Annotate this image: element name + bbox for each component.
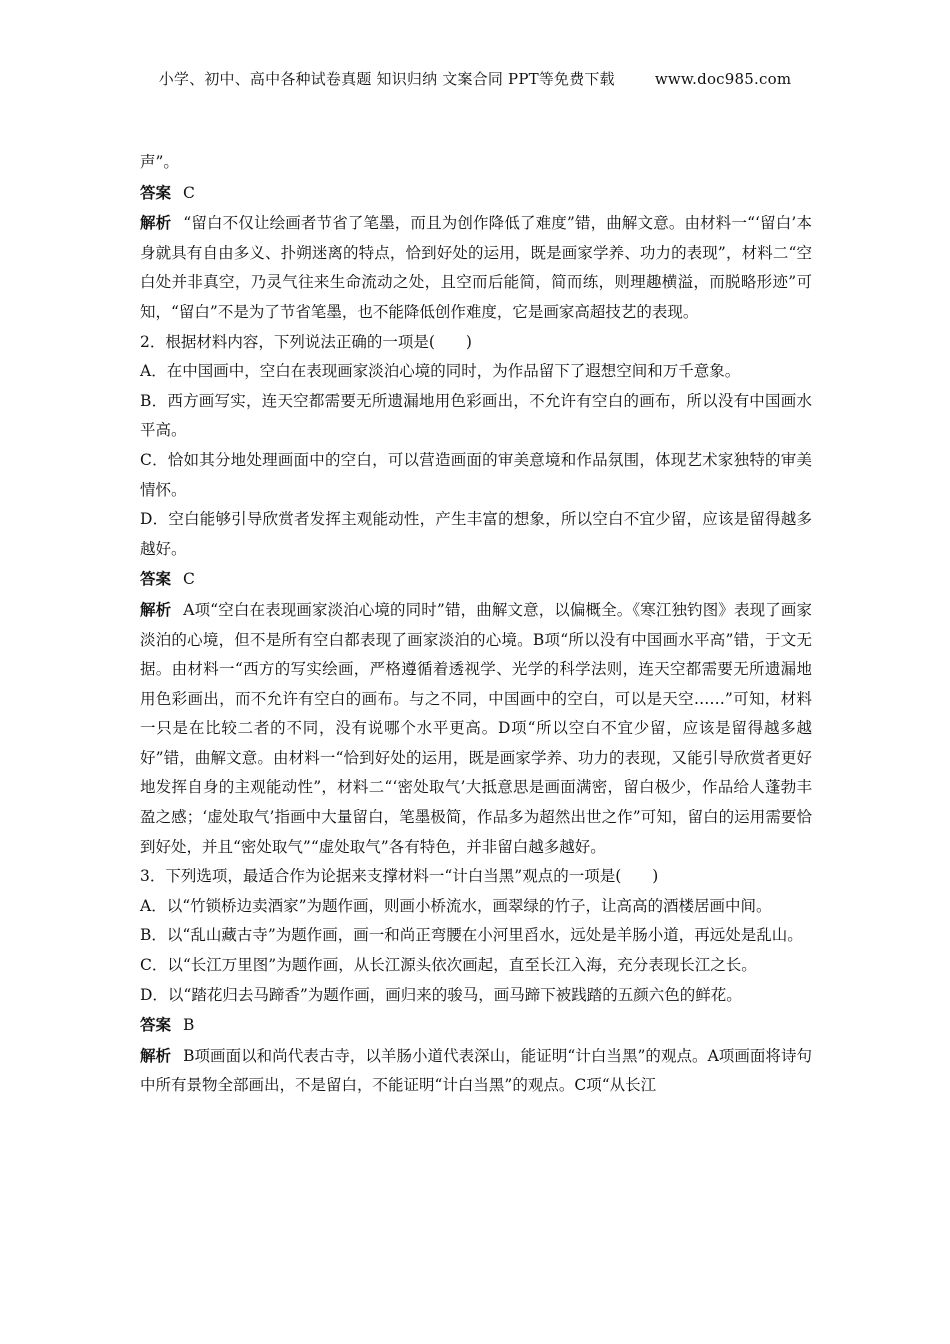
answer-text: C [183,183,195,202]
answer-option: D．以“踏花归去马蹄香”为题作画，画归来的骏马，画马蹄下被践踏的五颜六色的鲜花。 [140,985,742,1004]
answer-option: B．以“乱山藏古寺”为题作画，画一和尚正弯腰在小河里舀水，远处是羊肠小道，再远处是乱山。 [140,926,803,945]
answer-option: A．在中国画中，空白在表现画家淡泊心境的同时，为作品留下了遐想空间和万千意象。 [140,362,741,381]
analysis-text: A项“空白在表现画家淡泊心境的同时”错，曲解文意，以偏概全。《寒江独钓图》表现了画家淡泊的心境，但不是所有空白都表现了画家淡泊的心境。B项“所以没有中国画水平高”错，于文无据。由材料一“西方的写实绘画，严格遵循着透视学、光学的科学法则，连天空都需要无所遗漏地用色彩画出，而不允许有空白的画布。与之不同，中国画中的空白，可以是天空……”可知，材料一只是在比较二者的不同，没有说哪个水平更高。D项“所以空白不宜少留，应该是留得越多越好”错，曲解文意。由材料一“恰到好处的运用，既是画家学养、功力的表现，又能引导欣赏者更好地发挥自身的主观能动性”，材料二“‘密处取气’大抵意思是画面满密，留白极少，作品给人蓬勃丰盈之感；‘虚处取气’指画中大量留白，笔墨极简，作品多为超然出世之作”可知，留白的运用需要恰到好处，并且“密处取气”“虚处取气”各有特色，并非留白越多越好。 [140,600,812,856]
answer-line [140,1010,812,1041]
header-text: 小学、初中、高中各种试卷真题 知识归纳 文案合同 PPT等免费下载 [158,70,615,88]
answer-text: B [183,1016,195,1035]
document-body [140,148,812,1101]
answer-option: D．空白能够引导欣赏者发挥主观能动性，产生丰富的想象，所以空白不宜少留，应该是留得越多越好。 [140,510,812,558]
analysis-paragraph [140,595,812,862]
text-line: 声”。 [140,153,179,171]
answer-label: 答案 [140,569,172,589]
answer-text: C [183,570,195,589]
question-stem: 2．根据材料内容，下列说法正确的一项是( ) [140,332,472,351]
analysis-label: 解析 [140,1045,172,1065]
header-website: www.doc985.com [654,70,792,88]
answer-option: A．以“竹锁桥边卖酒家”为题作画，则画小桥流水，画翠绿的竹子，让高高的酒楼居画中间。 [140,896,772,915]
page-header [0,68,950,89]
answer-label: 答案 [140,1015,172,1035]
analysis-paragraph [140,208,812,327]
answer-option: C．以“长江万里图”为题作画，从长江源头依次画起，直至长江入海，充分表现长江之长。 [140,956,757,975]
analysis-label: 解析 [140,599,172,619]
answer-line [140,564,812,595]
answer-option: B．西方画写实，连天空都需要无所遗漏地用色彩画出，不允许有空白的画布，所以没有中国画水平高。 [140,391,812,440]
analysis-paragraph [140,1041,812,1101]
analysis-text: “留白不仅让绘画者节省了笔墨，而且为创作降低了难度”错，曲解文意。由材料一“‘留白’本身就具有自由多义、扑朔迷离的特点，恰到好处的运用，既是画家学养、功力的表现”，材料二“空白处并非真空，乃灵气往来生命流动之处，且空而后能简，简而练，则理趣横溢，而脱略形迹”可知，“留白”不是为了节省笔墨，也不能降低创作难度，它是画家高超技艺的表现。 [140,214,812,321]
answer-line [140,178,812,209]
question-stem: 3．下列选项，最适合作为论据来支撑材料一“计白当黑”观点的一项是( ) [140,867,659,886]
answer-option: C．恰如其分地处理画面中的空白，可以营造画面的审美意境和作品氛围，体现艺术家独特的审美情怀。 [140,450,812,499]
answer-label: 答案 [140,182,172,202]
analysis-text: B项画面以和尚代表古寺，以羊肠小道代表深山，能证明“计白当黑”的观点。A项画面将诗句中所有景物全部画出，不是留白，不能证明“计白当黑”的观点。C项“从长江 [140,1046,812,1095]
analysis-label: 解析 [140,213,172,233]
